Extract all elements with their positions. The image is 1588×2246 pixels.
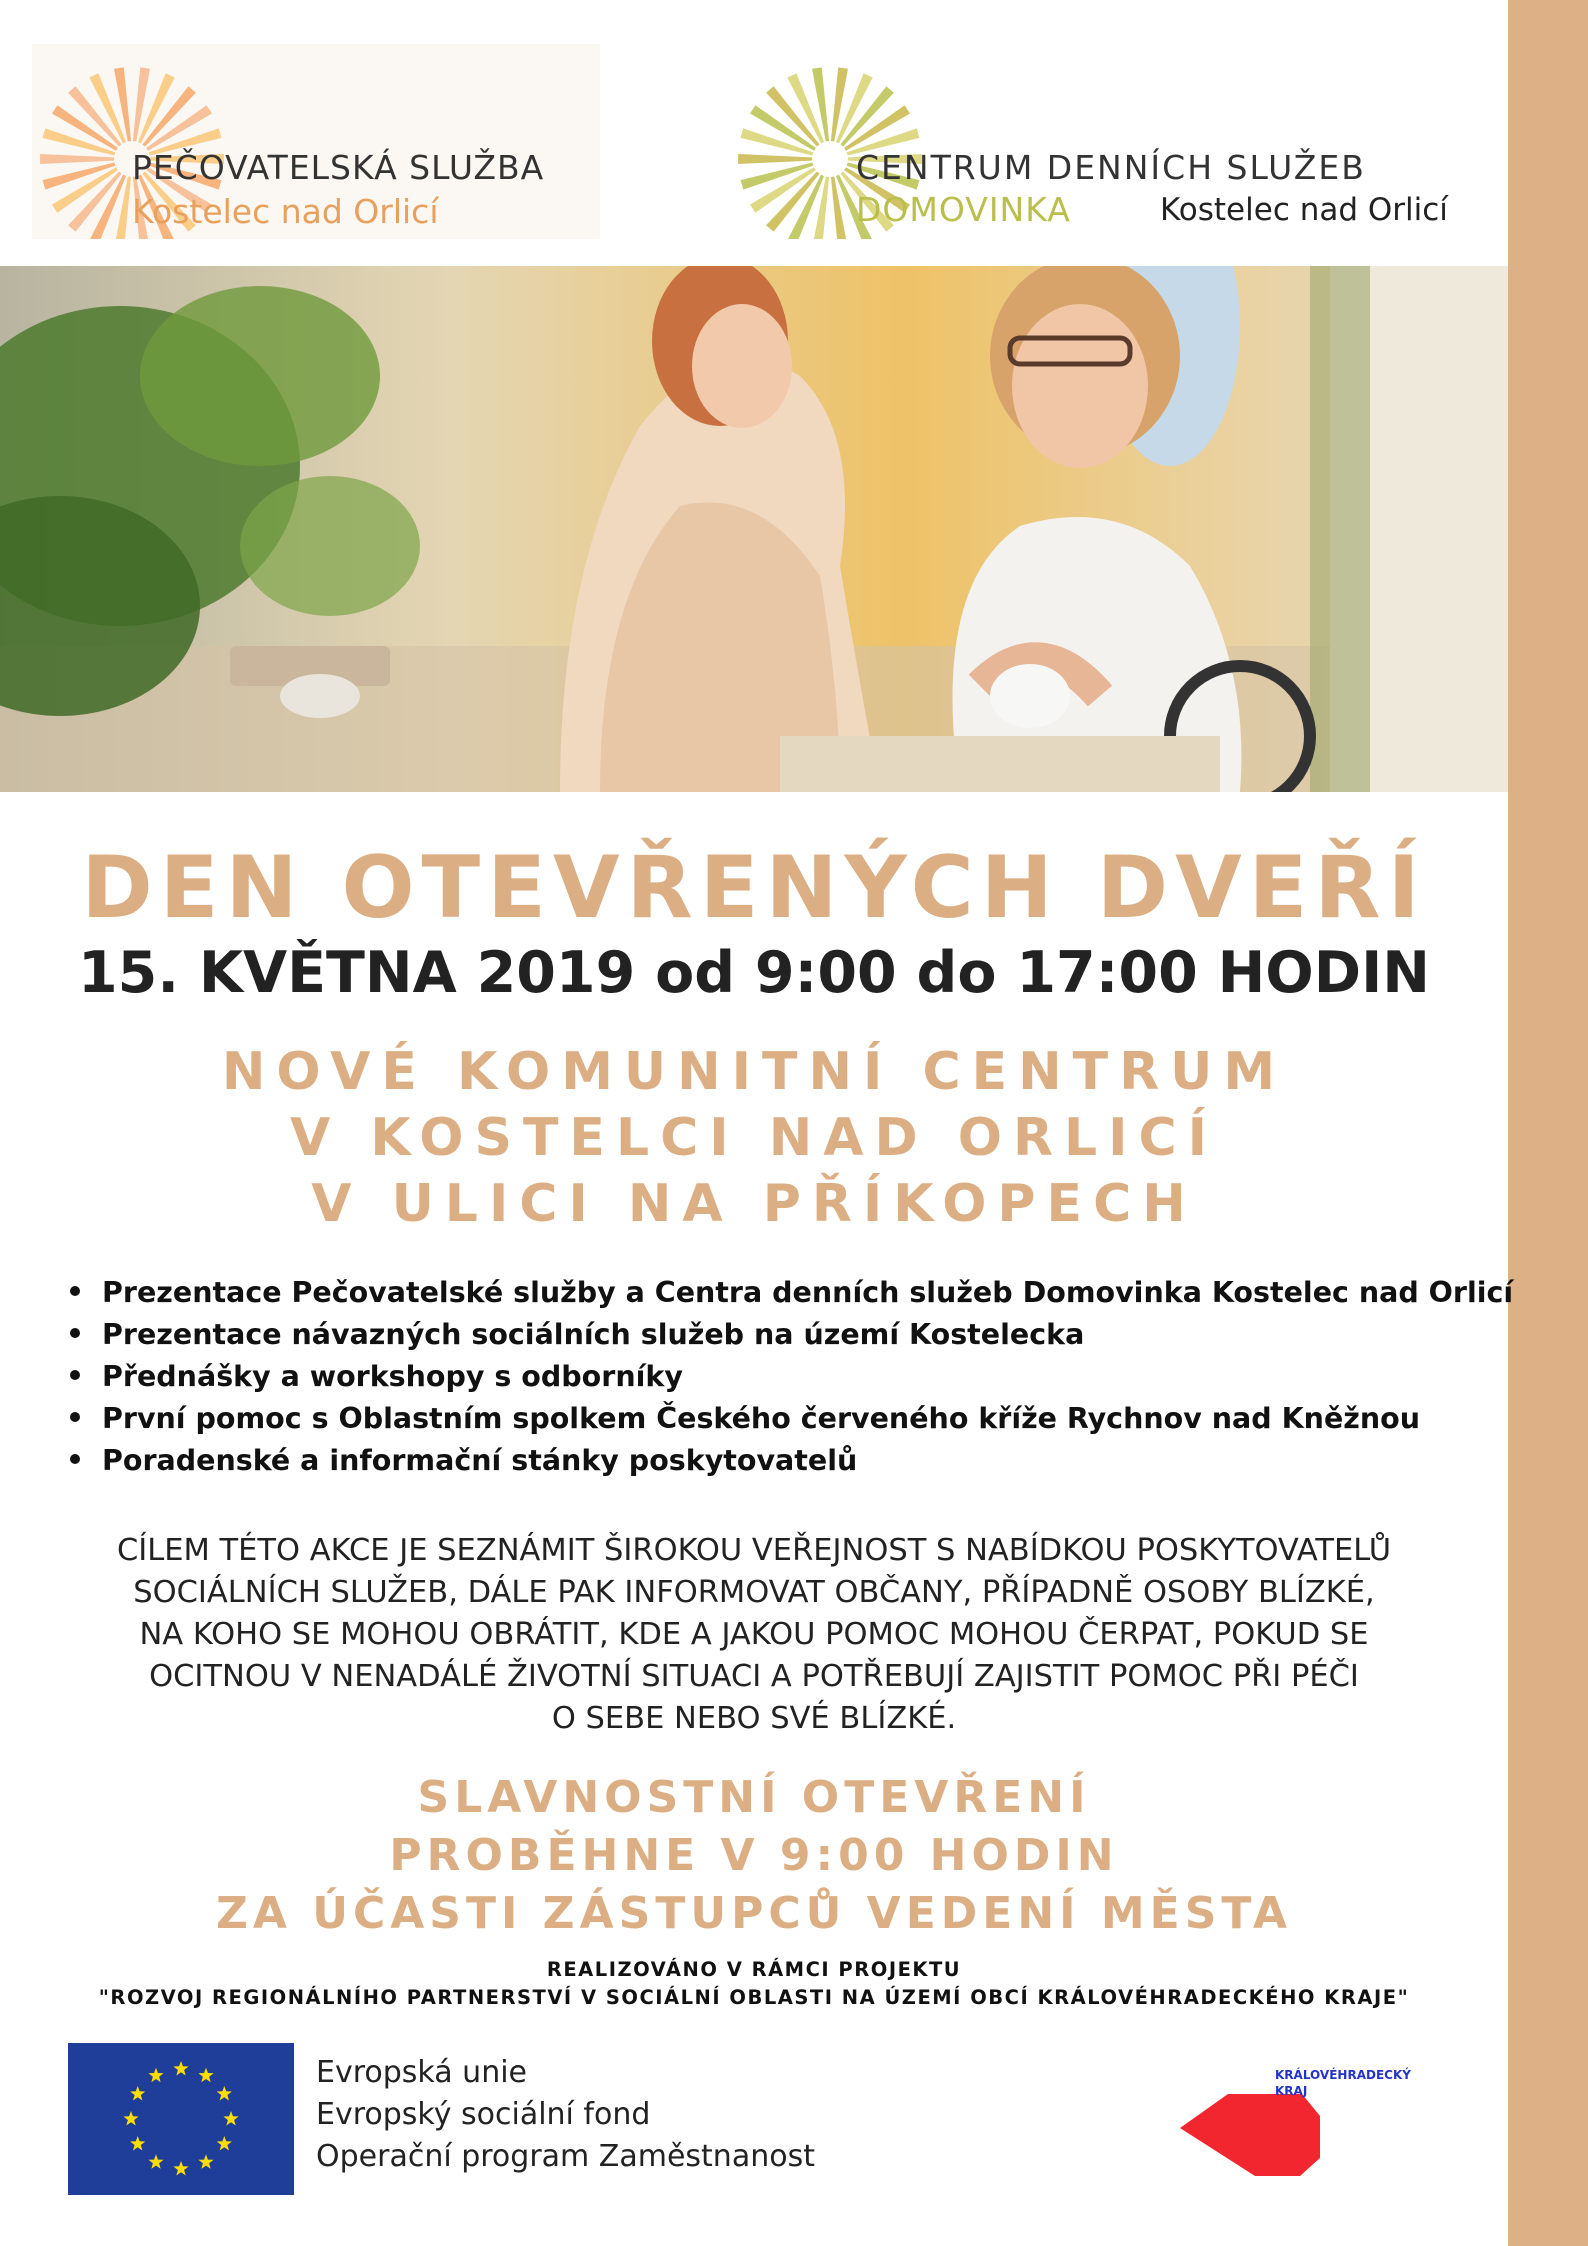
description-paragraph bbox=[0, 1530, 1508, 1740]
program-list bbox=[62, 1272, 1513, 1482]
list-item: Prezentace návazných sociálních služeb na území Kostelecka bbox=[62, 1314, 1513, 1356]
project-name: "ROZVOJ REGIONÁLNÍHO PARTNERSTVÍ V SOCIÁLNÍ OBLASTI NA ÚZEMÍ OBCÍ KRÁLOVÉHRADECKÉHO KRAJE" bbox=[98, 1986, 1410, 2009]
subheadline-line-2: V KOSTELCI NAD ORLICÍ bbox=[290, 1108, 1218, 1168]
paragraph-line: O SEBE NEBO SVÉ BLÍZKÉ. bbox=[551, 1701, 957, 1736]
list-item: Přednášky a workshopy s odborníky bbox=[62, 1356, 1513, 1398]
eu-star-icon bbox=[198, 2154, 213, 2169]
domovinka-logo bbox=[730, 44, 1490, 239]
list-item: Prezentace Pečovatelské služby a Centra denních služeb Domovinka Kostelec nad Orlicí bbox=[62, 1272, 1513, 1314]
paragraph-line: NA KOHO SE MOHOU OBRÁTIT, KDE A JAKOU POMOC MOHOU ČERPAT, POKUD SE bbox=[139, 1617, 1369, 1652]
eu-line: Evropská unie bbox=[316, 2055, 527, 2090]
list-item: První pomoc s Oblastním spolkem Českého červeného kříže Rychnov nad Kněžnou bbox=[62, 1398, 1513, 1440]
kraj-label: KRÁLOVÉHRADECKÝ KRAJ bbox=[1275, 2068, 1411, 2098]
eu-star-icon bbox=[173, 2061, 188, 2076]
logo-right-title: CENTRUM DENNÍCH SLUŽEB bbox=[856, 148, 1366, 187]
opening-line-2: PROBĚHNE V 9:00 HODIN bbox=[389, 1830, 1119, 1881]
side-stripe bbox=[1508, 0, 1588, 2246]
subheadline-line-3: V ULICI NA PŘÍKOPECH bbox=[311, 1174, 1197, 1234]
eu-star-icon bbox=[217, 2086, 232, 2101]
eu-star-icon bbox=[130, 2136, 145, 2151]
hero-photo bbox=[0, 266, 1508, 792]
paragraph-line: CÍLEM TÉTO AKCE JE SEZNÁMIT ŠIROKOU VEŘEJNOST S NABÍDKOU POSKYTOVATELŮ bbox=[116, 1533, 1392, 1568]
eu-line: Evropský sociální fond bbox=[316, 2097, 651, 2132]
eu-star-icon bbox=[148, 2068, 163, 2083]
logo-left-subtitle: Kostelec nad Orlicí bbox=[132, 192, 439, 231]
logo-left-title: PEČOVATELSKÁ SLUŽBA bbox=[132, 148, 545, 187]
opening-line-1: SLAVNOSTNÍ OTEVŘENÍ bbox=[417, 1772, 1091, 1823]
opening-line-3: ZA ÚČASTI ZÁSTUPCŮ VEDENÍ MĚSTA bbox=[215, 1888, 1293, 1939]
eu-flag-icon bbox=[68, 2043, 294, 2195]
list-item: Poradenské a informační stánky poskytovatelů bbox=[62, 1440, 1513, 1482]
project-label: REALIZOVÁNO V RÁMCI PROJEKTU bbox=[546, 1958, 962, 1981]
eu-star-icon bbox=[173, 2161, 188, 2176]
eu-line: Operační program Zaměstnanost bbox=[316, 2139, 815, 2174]
eu-star-icon bbox=[123, 2111, 138, 2126]
headline: DEN OTEVŘENÝCH DVEŘÍ bbox=[81, 838, 1427, 938]
pecovatelska-sluzba-logo bbox=[32, 44, 600, 239]
paragraph-line: SOCIÁLNÍCH SLUŽEB, DÁLE PAK INFORMOVAT OBČANY, PŘÍPADNĚ OSOBY BLÍZKÉ, bbox=[133, 1575, 1375, 1610]
eu-star-icon bbox=[130, 2086, 145, 2101]
subheadline-line-1: NOVÉ KOMUNITNÍ CENTRUM bbox=[221, 1042, 1287, 1102]
paragraph-line: OCITNOU V NENADÁLÉ ŽIVOTNÍ SITUACI A POTŘEBUJÍ ZAJISTIT POMOC PŘI PÉČI bbox=[149, 1659, 1359, 1694]
date-line: 15. KVĚTNA 2019 od 9:00 do 17:00 HODIN bbox=[78, 940, 1430, 1006]
eu-funding-text bbox=[316, 2052, 815, 2178]
eu-star-icon bbox=[198, 2068, 213, 2083]
eu-star-icon bbox=[223, 2111, 238, 2126]
logo-right-subtitle: Kostelec nad Orlicí bbox=[1160, 192, 1448, 228]
eu-star-icon bbox=[217, 2136, 232, 2151]
eu-star-icon bbox=[148, 2154, 163, 2169]
logo-right-domovinka: DOMOVINKA bbox=[856, 190, 1071, 229]
